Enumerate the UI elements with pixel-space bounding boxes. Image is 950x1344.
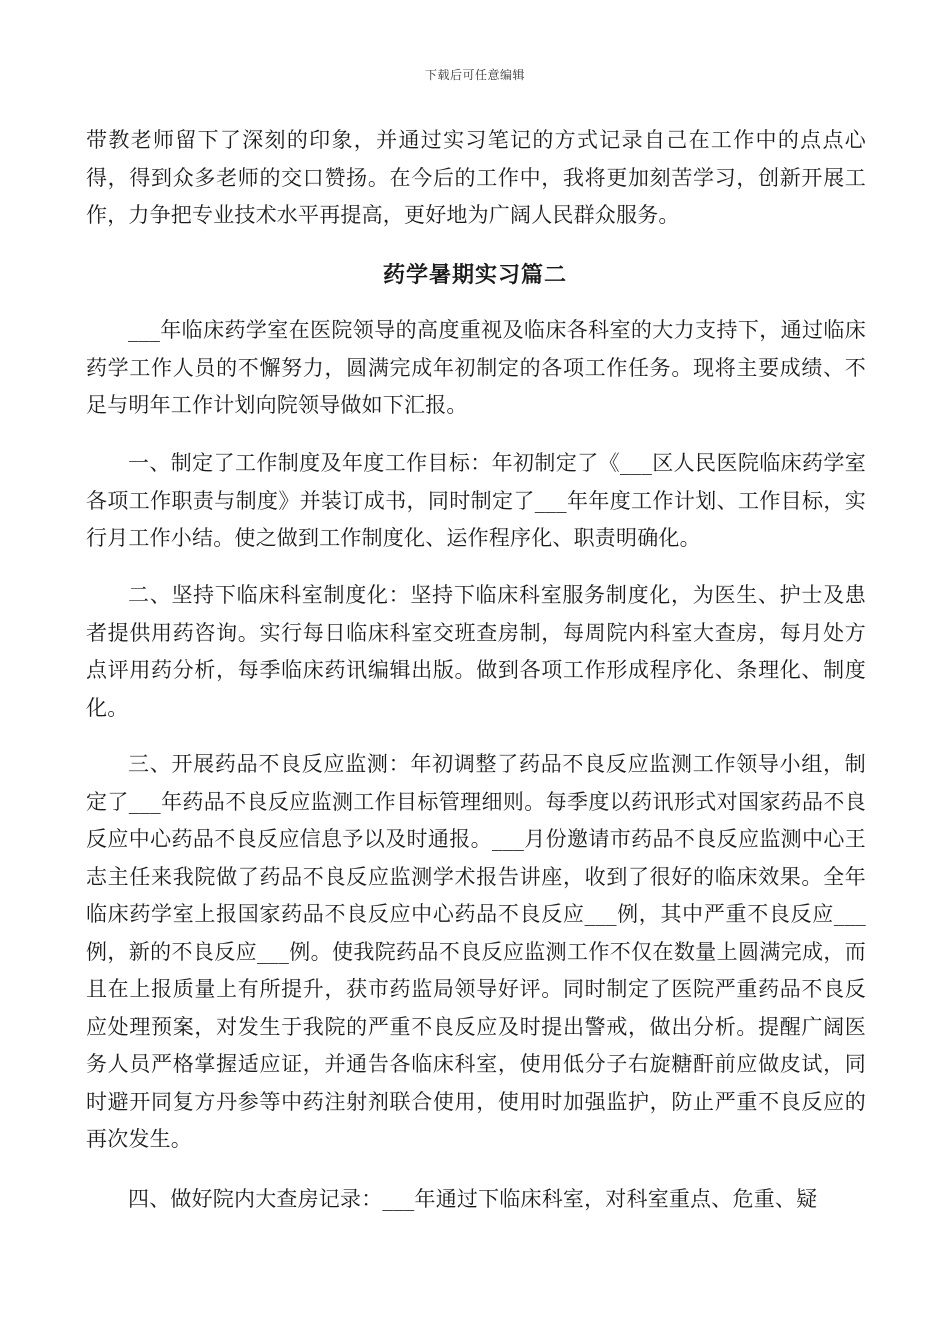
paragraph-one: 一、制定了工作制度及年度工作目标：年初制定了《___区人民医院临床药学室各项工作职责与制度》并装订成书，同时制定了___年年度工作计划、工作目标，实行月工作小结。使之做到工作制度化、运作程序化、职责明确化。: [86, 451, 866, 550]
header-note: 下载后可任意编辑: [424, 68, 525, 82]
paragraph-intro: ___年临床药学室在医院领导的高度重视及临床各科室的大力支持下，通过临床药学工作人员的不懈努力，圆满完成年初制定的各项工作任务。现将主要成绩、不足与明年工作计划向院领导做如下汇报。: [86, 318, 866, 417]
section-title: 药学暑期实习篇二: [382, 262, 567, 288]
paragraph-continued: 带教老师留下了深刻的印象，并通过实习笔记的方式记录自己在工作中的点点心得，得到众多老师的交口赞扬。在今后的工作中，我将更加刻苦学习，创新开展工作，力争把专业技术水平再提高，更好地为广阔人民群众服务。: [86, 128, 866, 227]
paragraph-four: 四、做好院内大查房记录：___年通过下临床科室，对科室重点、危重、疑: [128, 1187, 818, 1211]
paragraph-two: 二、坚持下临床科室制度化：坚持下临床科室服务制度化，为医生、护士及患者提供用药咨询。实行每日临床科室交班查房制，每周院内科室大查房，每月处方点评用药分析，每季临床药讯编辑出版。做到各项工作形成程序化、条理化、制度化。: [86, 583, 866, 720]
paragraph-three: 三、开展药品不良反应监测：年初调整了药品不良反应监测工作领导小组，制定了___年药品不良反应监测工作目标管理细则。每季度以药讯形式对国家药品不良反应中心药品不良反应信息予以及时通报。___月份邀请市药品不良反应监测中心王志主任来我院做了药品不良反应监测学术报告讲座，收到了很好的临床效果。全年临床药学室上报国家药品不良反应中心药品不良反应___例，其中严重不良反应___例，新的不良反应___例。使我院药品不良反应监测工作不仅在数量上圆满完成，而且在上报质量上有所提升，获市药监局领导好评。同时制定了医院严重药品不良反应处理预案，对发生于我院的严重不良反应及时提出警戒，做出分析。提醒广阔医务人员严格掌握适应证，并通告各临床科室，使用低分子右旋糖酐前应做皮试，同时避开同复方丹参等中药注射剂联合使用，使用时加强监护，防止严重不良反应的再次发生。: [86, 752, 866, 1151]
